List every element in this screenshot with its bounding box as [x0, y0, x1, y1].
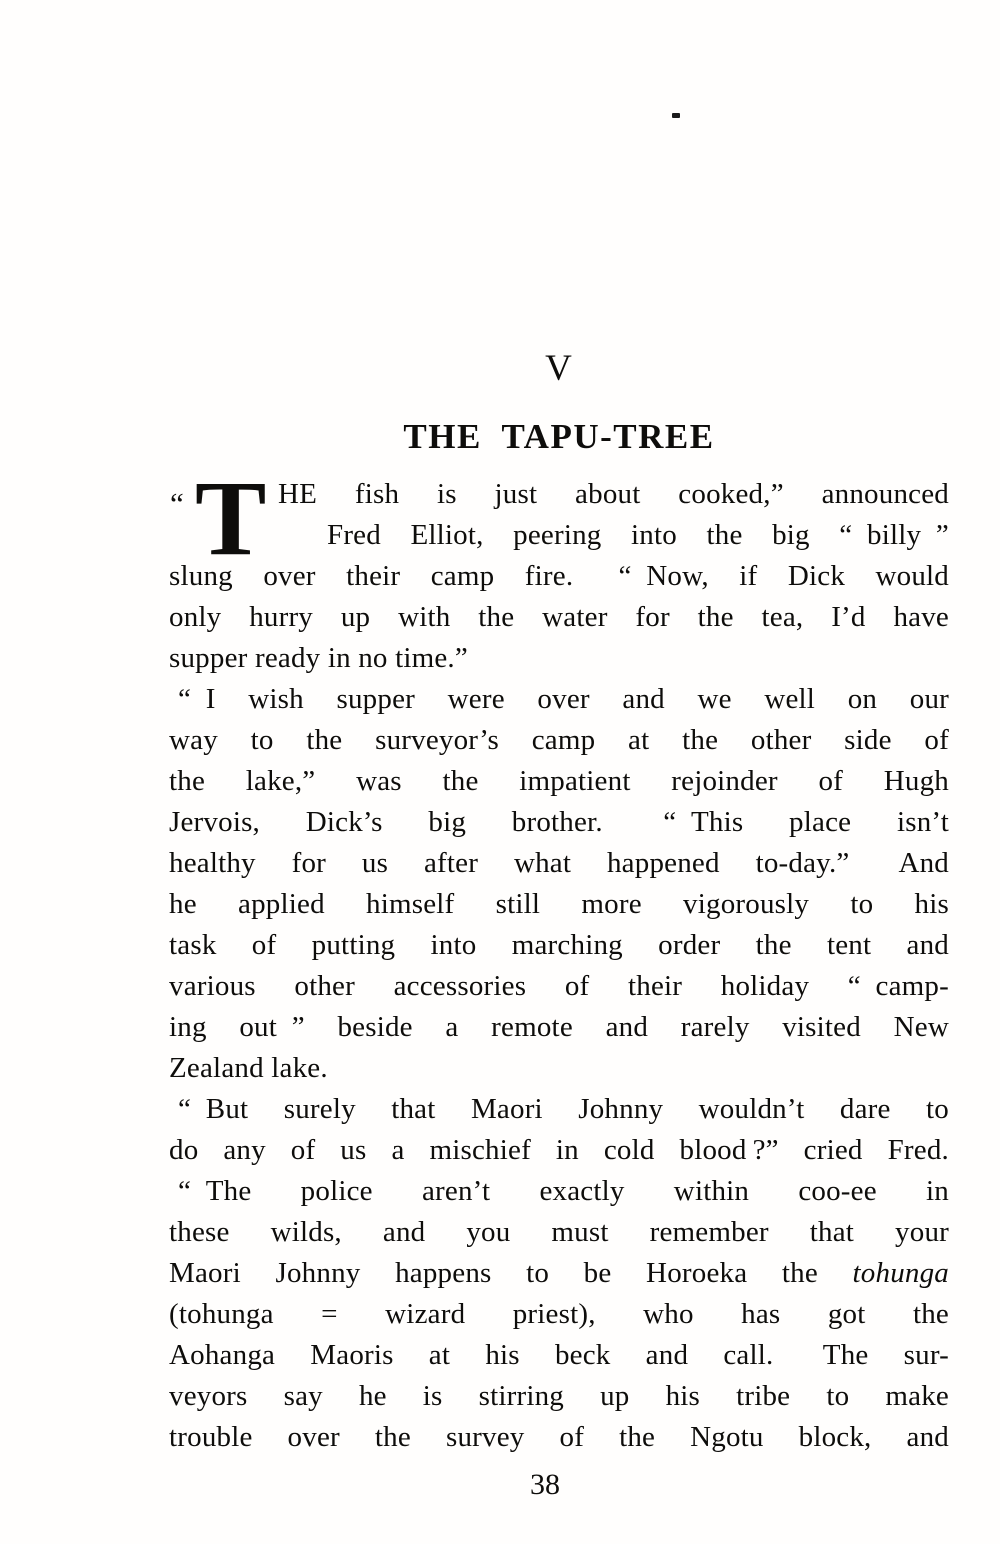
body-line	[169, 1048, 949, 1089]
body-line	[169, 1253, 949, 1294]
body-line	[169, 966, 949, 1007]
text-segment: the lake,” was the impatient rejoinder of Hugh	[169, 765, 949, 797]
drop-cap-letter: T	[195, 460, 267, 578]
text-segment: “ I wish supper were over and we well on our	[178, 683, 949, 715]
paragraph	[169, 1089, 949, 1171]
text-segment: supper ready in no time.”	[169, 642, 468, 674]
text-segment: HE fish is just about cooked,” announced	[278, 478, 949, 510]
body-line	[169, 720, 949, 761]
body-line	[169, 638, 949, 679]
text-segment: “ The police aren’t exactly within coo-ee in	[178, 1175, 949, 1207]
body-line	[169, 515, 949, 556]
paragraph	[169, 460, 949, 679]
text-segment: Fred Elliot, peering into the big “ billy ”	[327, 519, 949, 551]
paragraph	[169, 679, 949, 1089]
text-segment: he applied himself still more vigorously to his	[169, 888, 949, 920]
text-segment: healthy for us after what happened to-day.” And	[169, 847, 949, 879]
body-line	[169, 556, 949, 597]
body-line	[169, 1007, 949, 1048]
page-number: 38	[530, 1468, 560, 1501]
body-line	[169, 1294, 949, 1335]
text-segment: trouble over the survey of the Ngotu block, and	[169, 1421, 949, 1453]
text-segment: Maori Johnny happens to be Horoeka the	[169, 1257, 853, 1289]
text-segment: slung over their camp fire. “ Now, if Dick would	[169, 560, 949, 592]
body-line	[169, 884, 949, 925]
paragraph	[169, 1171, 949, 1458]
body-line	[169, 1130, 949, 1171]
chapter-number: V	[545, 348, 573, 389]
text-segment: Jervois, Dick’s big brother. “ This place isn’t	[169, 806, 949, 838]
body-line	[169, 802, 949, 843]
body-line	[169, 761, 949, 802]
text-segment: way to the surveyor’s camp at the other side of	[169, 724, 949, 756]
text-segment: task of putting into marching order the tent and	[169, 929, 949, 961]
drop-cap-open-quote: “	[170, 486, 184, 521]
body-line	[169, 1417, 949, 1458]
text-segment: do any of us a mischief in cold blood ?” cried Fred.	[169, 1134, 949, 1166]
text-segment: veyors say he is stirring up his tribe to make	[169, 1380, 949, 1412]
italic-text: tohunga	[852, 1257, 949, 1289]
body-text	[169, 460, 949, 1458]
body-line	[169, 843, 949, 884]
text-segment: Aohanga Maoris at his beck and call. The sur-	[169, 1339, 949, 1371]
text-segment: (tohunga = wizard priest), who has got the	[169, 1298, 949, 1330]
text-segment: ing out ” beside a remote and rarely visited New	[169, 1011, 949, 1043]
text-segment: these wilds, and you must remember that your	[169, 1216, 949, 1248]
body-line	[169, 1376, 949, 1417]
body-line	[169, 1089, 949, 1130]
body-line	[169, 1212, 949, 1253]
body-line	[169, 1171, 949, 1212]
text-segment: Zealand lake.	[169, 1052, 328, 1084]
body-line	[169, 597, 949, 638]
body-line	[169, 679, 949, 720]
chapter-title: THE TAPU-TREE	[403, 417, 715, 456]
body-line	[169, 1335, 949, 1376]
text-segment: various other accessories of their holiday “ camp-	[169, 970, 949, 1002]
text-segment: only hurry up with the water for the tea, I’d have	[169, 601, 949, 633]
body-line	[169, 925, 949, 966]
body-line	[169, 474, 949, 515]
scan-artifact-mark	[672, 113, 680, 118]
text-segment: “ But surely that Maori Johnny wouldn’t dare to	[178, 1093, 949, 1125]
